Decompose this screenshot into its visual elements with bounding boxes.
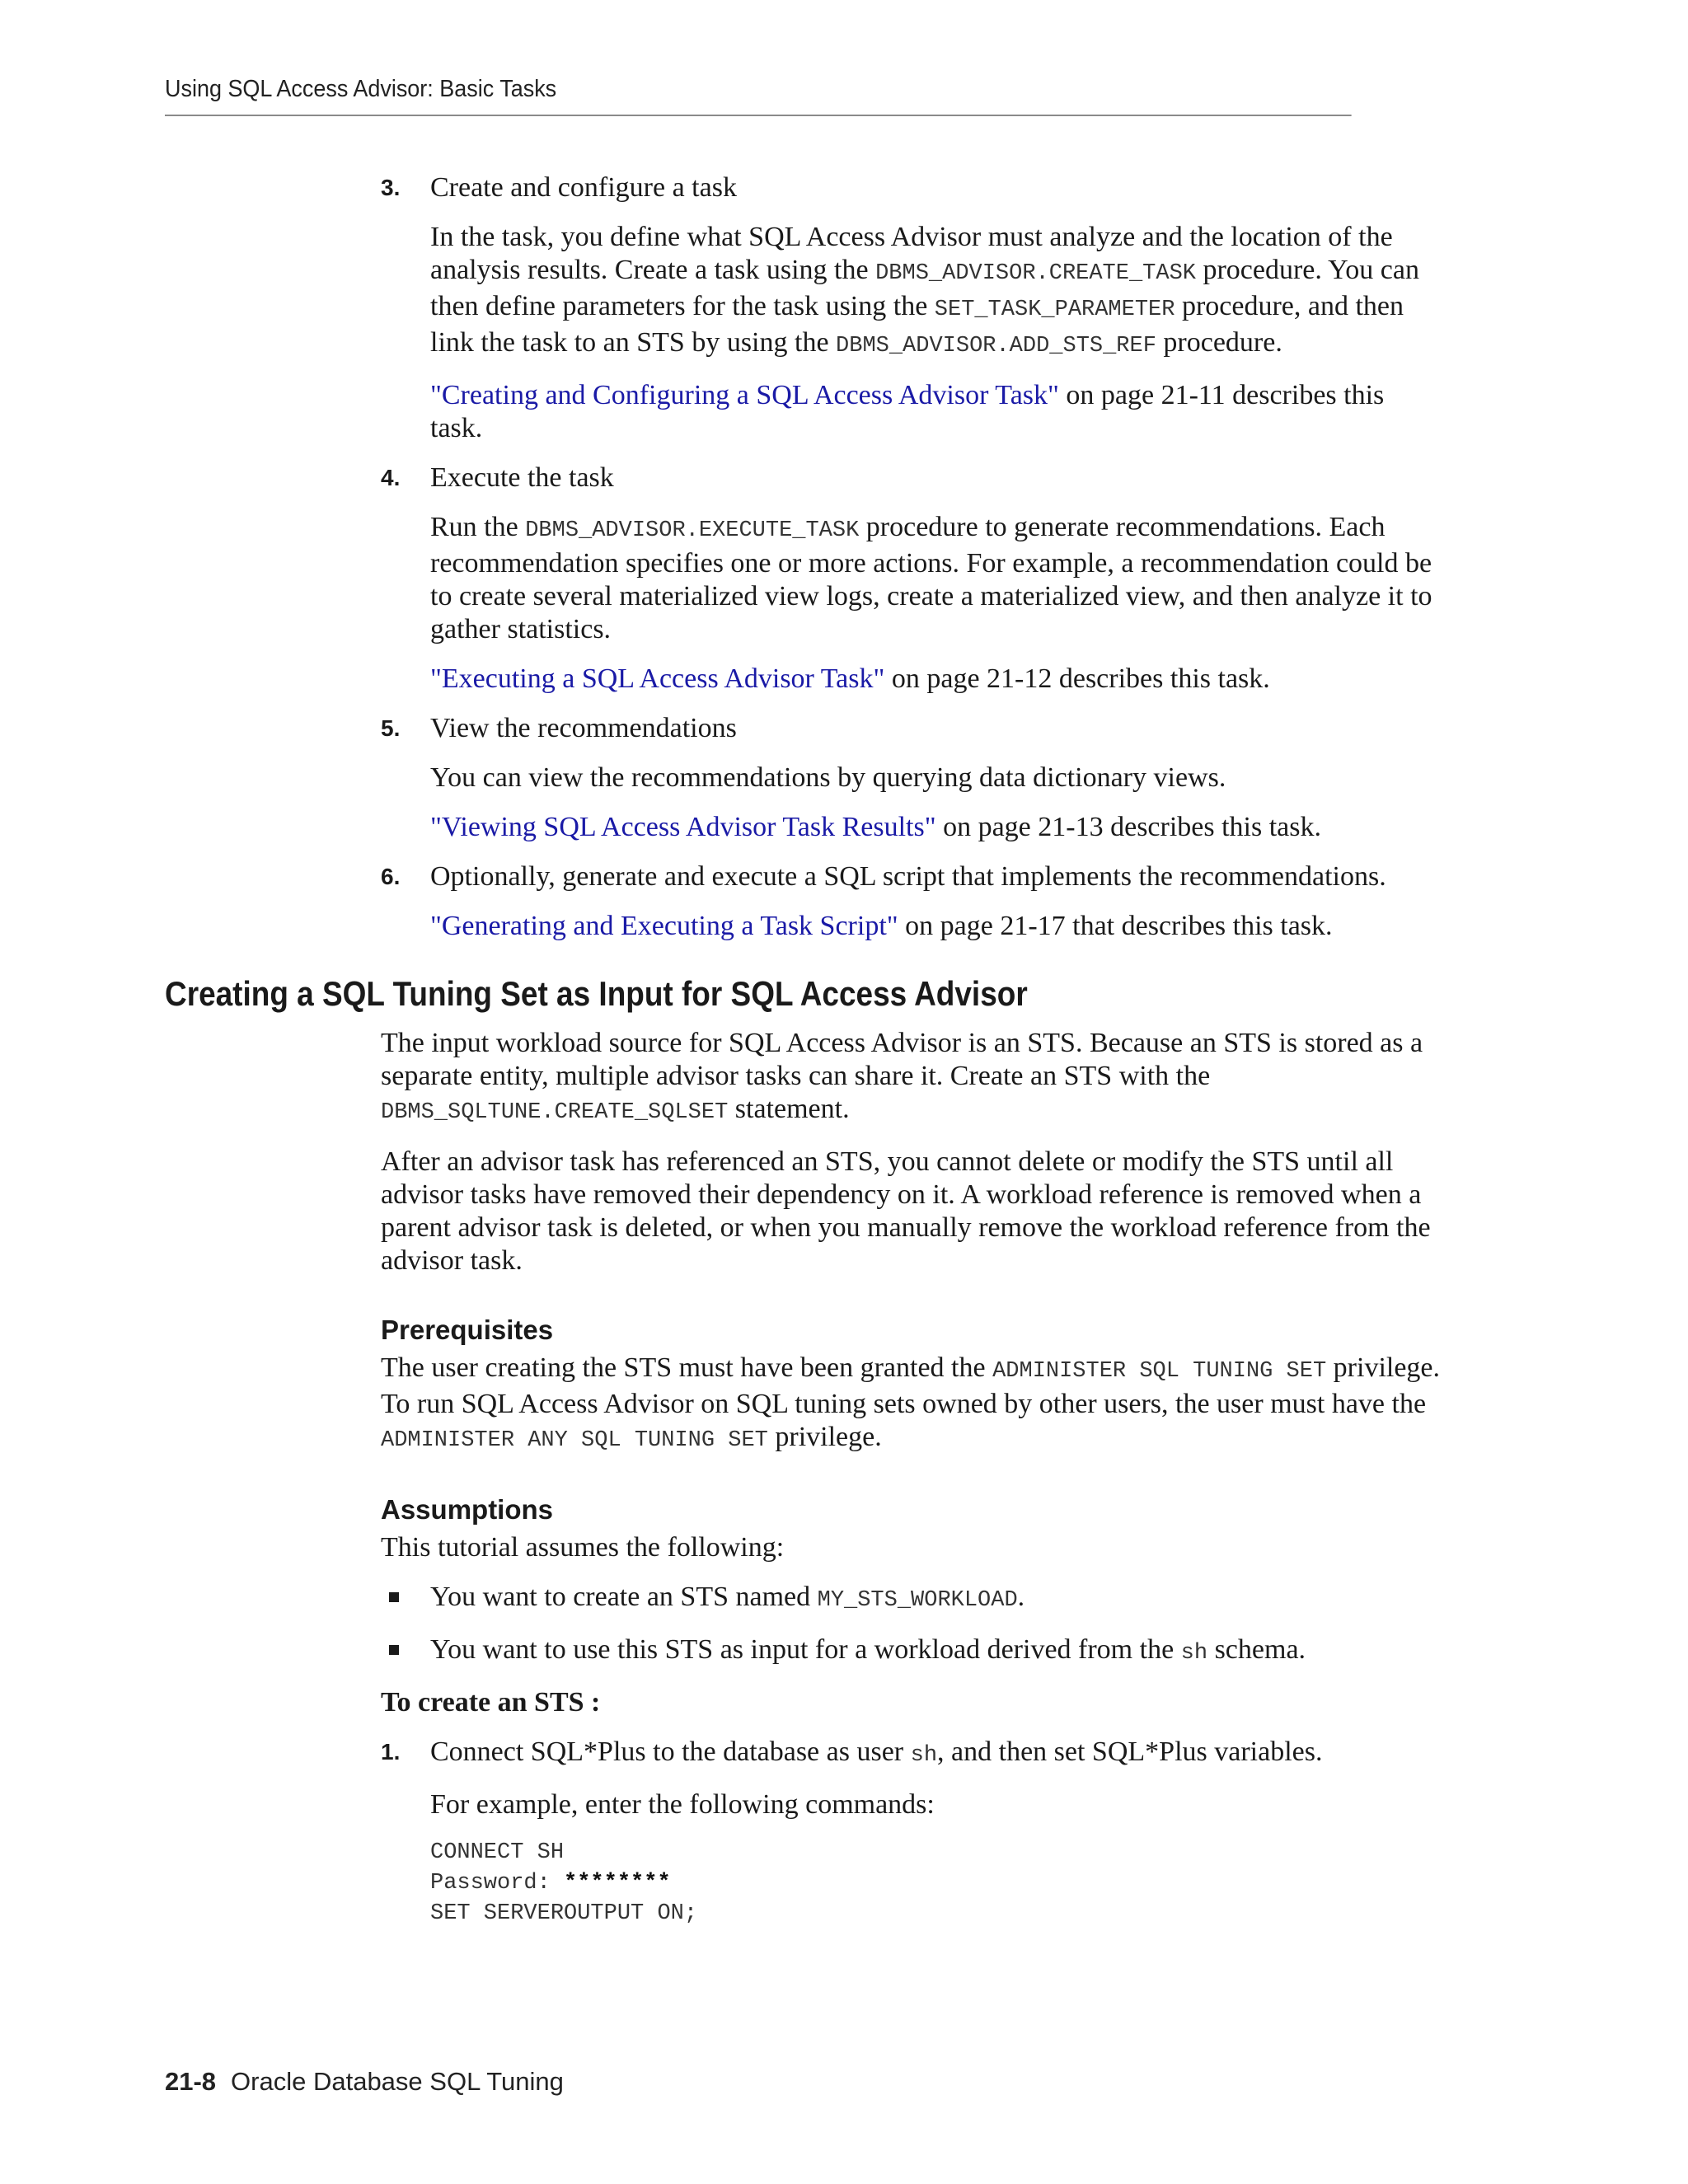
cross-reference xyxy=(430,910,1441,943)
assumptions-heading: Assumptions xyxy=(381,1494,554,1525)
code-line: SET SERVEROUTPUT ON; xyxy=(430,1901,698,1926)
step-5 xyxy=(381,712,1441,844)
step-number: 5. xyxy=(381,715,401,741)
step-3 xyxy=(381,171,1441,445)
page-content xyxy=(165,171,1441,1946)
step-title: Execute the task xyxy=(430,462,614,493)
bullet-text xyxy=(430,1581,1441,1617)
code-run: DBMS_ADVISOR.CREATE_TASK xyxy=(875,261,1196,286)
text-run: You want to use this STS as input for a workload derived from the xyxy=(430,1634,1181,1665)
bullet-item xyxy=(381,1633,1441,1670)
code-run: ADMINISTER ANY SQL TUNING SET xyxy=(381,1428,768,1453)
code-run: SET_TASK_PARAMETER xyxy=(934,298,1175,322)
bullet-text xyxy=(430,1633,1441,1670)
code-run: ADMINISTER SQL TUNING SET xyxy=(992,1359,1327,1384)
code-run: sh xyxy=(1180,1641,1208,1666)
bullet-square-icon xyxy=(389,1592,399,1602)
text-run: . xyxy=(1017,1582,1025,1612)
step-title: View the recommendations xyxy=(430,713,737,743)
section-heading: Creating a SQL Tuning Set as Input for SQL Access Advisor xyxy=(165,974,1028,1013)
xref-link[interactable]: "Creating and Configuring a SQL Access Advisor Task" xyxy=(430,380,1059,410)
prerequisites-heading: Prerequisites xyxy=(381,1315,554,1345)
step-number: 4. xyxy=(381,465,401,490)
code-run: DBMS_ADVISOR.ADD_STS_REF xyxy=(836,334,1156,359)
text-run: , and then set SQL*Plus variables. xyxy=(937,1736,1323,1767)
step-example-intro: For example, enter the following commands: xyxy=(430,1789,935,1820)
code-run: DBMS_SQLTUNE.CREATE_SQLSET xyxy=(381,1100,729,1125)
step-title: Optionally, generate and execute a SQL script that implements the recommendations. xyxy=(430,861,1386,892)
text-run: schema. xyxy=(1207,1634,1306,1665)
text-run: In the task, you define what SQL Access Advisor must analyze and the location of the analysis results. Create a task using the xyxy=(430,222,1393,285)
text-run: on page 21-11 describes this task. xyxy=(430,380,1385,443)
running-header xyxy=(165,76,1352,116)
section-paragraph: After an advisor task has referenced an STS, you cannot delete or modify the STS until all advisor tasks have removed their dependency on it. A workload reference is removed when a parent advisor task is deleted, or when you manually remove the workload reference from the advisor task. xyxy=(381,1146,1431,1276)
running-header-title: Using SQL Access Advisor: Basic Tasks xyxy=(165,76,557,102)
book-title: Oracle Database SQL Tuning xyxy=(231,2067,564,2096)
password-mask: ******** xyxy=(564,1871,671,1896)
step-6 xyxy=(381,860,1441,943)
text-run: Run the xyxy=(430,512,526,542)
text-run: privilege. To run SQL Access Advisor on SQL tuning sets owned by other users, the user must have the xyxy=(381,1352,1441,1419)
text-run: procedure, and then link the task to an STS by using the xyxy=(430,291,1404,358)
step-text xyxy=(430,1736,1441,1772)
step-body: You can view the recommendations by querying data dictionary views. xyxy=(430,762,1226,793)
section-paragraph xyxy=(381,1027,1441,1129)
text-run: procedure. You can then define parameters for the task using the xyxy=(430,255,1419,321)
xref-link[interactable]: "Generating and Executing a Task Script" xyxy=(430,911,898,941)
step-body xyxy=(430,511,1441,646)
code-run: MY_STS_WORKLOAD xyxy=(817,1588,1018,1613)
cross-reference xyxy=(430,811,1441,844)
section-body xyxy=(381,1027,1441,1929)
cross-reference xyxy=(430,379,1441,445)
page-number: 21-8 xyxy=(165,2067,217,2096)
text-run: on page 21-13 describes this task. xyxy=(935,812,1321,842)
bullet-square-icon xyxy=(389,1645,399,1655)
step-number: 1. xyxy=(381,1739,401,1765)
code-line: CONNECT SH xyxy=(430,1840,565,1865)
bullet-item xyxy=(381,1581,1441,1617)
page-footer xyxy=(165,2067,564,2097)
text-run: Connect SQL*Plus to the database as user xyxy=(430,1736,911,1767)
step-body xyxy=(430,221,1441,363)
steps-list xyxy=(381,171,1441,943)
procedure-step-1 xyxy=(381,1736,1441,1929)
step-title: Create and configure a task xyxy=(430,172,737,203)
xref-link[interactable]: "Viewing SQL Access Advisor Task Results" xyxy=(430,812,936,842)
text-run: on page 21-17 that describes this task. xyxy=(898,911,1333,941)
procedure-title: To create an STS : xyxy=(381,1687,601,1718)
text-run: procedure. xyxy=(1156,327,1282,358)
code-example xyxy=(430,1838,1441,1929)
text-run: You want to create an STS named xyxy=(430,1582,818,1612)
code-run: sh xyxy=(910,1743,938,1768)
prerequisites-text xyxy=(381,1352,1441,1457)
text-run: on page 21-12 describes this task. xyxy=(884,663,1270,694)
text-run: The user creating the STS must have been granted the xyxy=(381,1352,993,1383)
step-number: 6. xyxy=(381,864,401,889)
text-run: statement. xyxy=(728,1094,850,1124)
assumptions-intro: This tutorial assumes the following: xyxy=(381,1532,785,1563)
xref-link[interactable]: "Executing a SQL Access Advisor Task" xyxy=(430,663,885,694)
step-number: 3. xyxy=(381,175,401,200)
code-run: DBMS_ADVISOR.EXECUTE_TASK xyxy=(525,518,860,543)
step-4 xyxy=(381,462,1441,696)
cross-reference xyxy=(430,663,1441,696)
text-run: The input workload source for SQL Access Advisor is an STS. Because an STS is stored as a separate entity, multiple advisor tasks can share it. Create an STS with the xyxy=(381,1028,1423,1091)
code-line: Password: xyxy=(430,1871,565,1896)
text-run: procedure to generate recommendations. Each recommendation specifies one or more actions. For example, a recommendation could be to create several materialized view logs, create a materialized view, and then analyze it to gather statistics. xyxy=(430,512,1432,644)
text-run: privilege. xyxy=(767,1422,882,1452)
